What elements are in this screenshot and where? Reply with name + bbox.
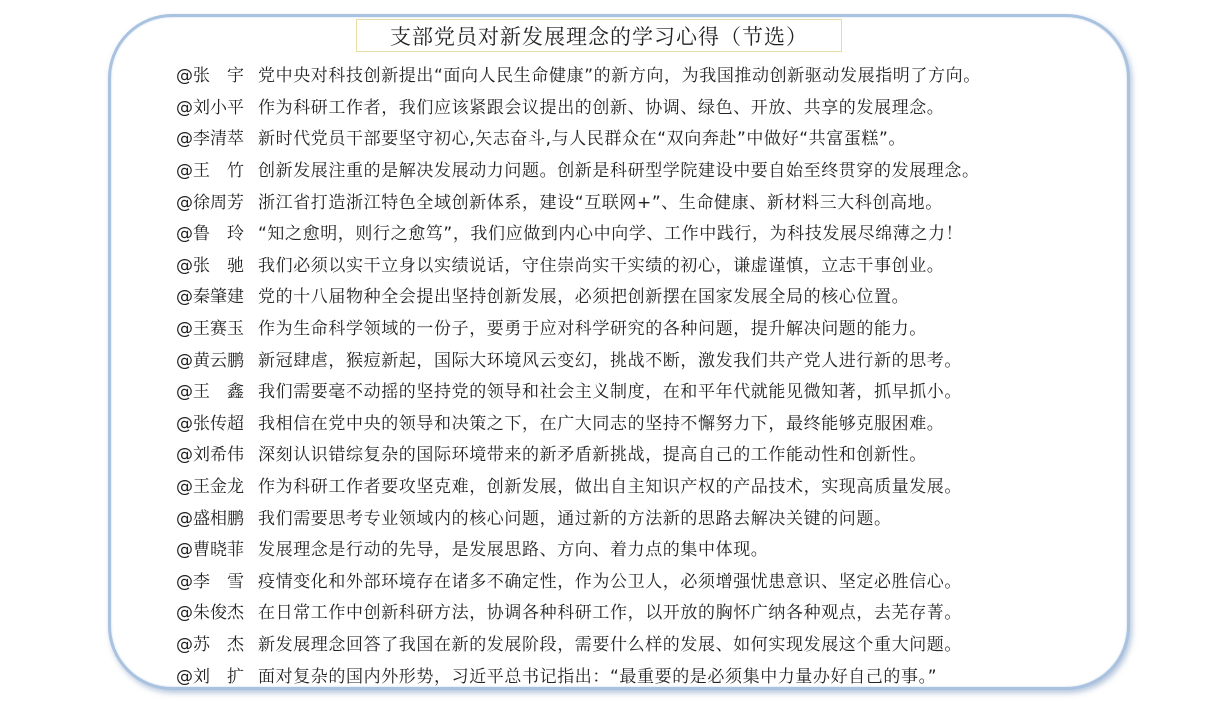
member-quote: 在日常工作中创新科研方法，协调各种科研工作，以开放的胸怀广纳各种观点，去芜存菁。 xyxy=(258,603,962,624)
list-item xyxy=(176,90,1106,122)
member-name: @盛相鹏 xyxy=(176,508,244,529)
list-item xyxy=(176,658,1106,690)
member-name: @张传超 xyxy=(176,413,244,434)
list-item xyxy=(176,184,1106,216)
member-name: @刘 扩 xyxy=(176,666,244,687)
member-name: @苏 杰 xyxy=(176,634,244,655)
list-item xyxy=(176,153,1106,185)
member-name: @秦肇建 xyxy=(176,287,244,308)
list-item xyxy=(176,216,1106,248)
list-item xyxy=(176,564,1106,596)
entries-list xyxy=(176,58,1106,690)
member-quote: 浙江省打造浙江特色全域创新体系，建设“互联网+”、生命健康、新材料三大科创高地。 xyxy=(258,192,943,213)
member-quote: 作为科研工作者，我们应该紧跟会议提出的创新、协调、绿色、开放、共享的发展理念。 xyxy=(258,97,945,118)
member-quote: 我相信在党中央的领导和决策之下，在广大同志的坚持不懈努力下，最终能够克服困难。 xyxy=(258,413,945,434)
member-quote: 面对复杂的国内外形势，习近平总书记指出：“最重要的是必须集中力量办好自己的事。” xyxy=(258,666,938,687)
member-quote: 发展理念是行动的先导，是发展思路、方向、着力点的集中体现。 xyxy=(258,540,769,561)
list-item xyxy=(176,374,1106,406)
member-quote: 深刻认识错综复杂的国际环境带来的新矛盾新挑战，提高自己的工作能动性和创新性。 xyxy=(258,445,927,466)
member-quote: 作为生命科学领域的一份子，要勇于应对科学研究的各种问题，提升解决问题的能力。 xyxy=(258,319,927,340)
member-quote: 我们必须以实干立身以实绩说话，守住崇尚实干实绩的初心，谦虚谨慎，立志干事创业。 xyxy=(258,255,945,276)
list-item xyxy=(176,342,1106,374)
list-item xyxy=(176,58,1106,90)
member-quote: 作为科研工作者要攻坚克难，创新发展，做出自主知识产权的产品技术，实现高质量发展。 xyxy=(258,477,962,498)
member-name: @王 竹 xyxy=(176,161,244,182)
member-name: @朱俊杰 xyxy=(176,603,244,624)
member-name: @曹晓菲 xyxy=(176,540,244,561)
list-item xyxy=(176,532,1106,564)
member-name: @王 鑫 xyxy=(176,382,244,403)
member-name: @徐周芳 xyxy=(176,192,244,213)
member-name: @张 宇 xyxy=(176,66,244,87)
member-name: @李 雪 xyxy=(176,571,244,592)
list-item xyxy=(176,248,1106,280)
member-quote: 新冠肆虐，猴痘新起，国际大环境风云变幻，挑战不断，激发我们共产党人进行新的思考。 xyxy=(258,350,962,371)
list-item xyxy=(176,437,1106,469)
page-title: 支部党员对新发展理念的学习心得（节选） xyxy=(356,19,842,52)
list-item xyxy=(176,406,1106,438)
member-quote: “知之愈明，则行之愈笃”，我们应做到内心中向学、工作中践行，为科技发展尽绵薄之力！ xyxy=(258,224,964,245)
member-name: @王金龙 xyxy=(176,477,244,498)
member-quote: 创新发展注重的是解决发展动力问题。创新是科研型学院建设中要自始至终贯穿的发展理念。 xyxy=(258,161,980,182)
member-name: @刘希伟 xyxy=(176,445,244,466)
list-item xyxy=(176,595,1106,627)
list-item xyxy=(176,279,1106,311)
member-quote: 党的十八届物种全会提出坚持创新发展，必须把创新摆在国家发展全局的核心位置。 xyxy=(258,287,910,308)
member-quote: 党中央对科技创新提出“面向人民生命健康”的新方向，为我国推动创新驱动发展指明了方向。 xyxy=(258,66,981,87)
member-quote: 新发展理念回答了我国在新的发展阶段，需要什么样的发展、如何实现发展这个重大问题。 xyxy=(258,634,962,655)
member-name: @刘小平 xyxy=(176,97,244,118)
member-name: @黄云鹏 xyxy=(176,350,244,371)
list-item xyxy=(176,500,1106,532)
member-quote: 我们需要思考专业领域内的核心问题，通过新的方法新的思路去解决关键的问题。 xyxy=(258,508,892,529)
list-item xyxy=(176,121,1106,153)
list-item xyxy=(176,627,1106,659)
member-name: @王赛玉 xyxy=(176,319,244,340)
member-name: @李清萃 xyxy=(176,129,244,150)
member-quote: 我们需要毫不动摇的坚持党的领导和社会主义制度，在和平年代就能见微知著，抓早抓小。 xyxy=(258,382,962,403)
list-item xyxy=(176,469,1106,501)
member-quote: 新时代党员干部要坚守初心,矢志奋斗,与人民群众在“双向奔赴”中做好“共富蛋糕”。 xyxy=(258,129,907,150)
member-quote: 疫情变化和外部环境存在诸多不确定性，作为公卫人，必须增强忧患意识、坚定必胜信心。 xyxy=(258,571,962,592)
member-name: @鲁 玲 xyxy=(176,224,244,245)
member-name: @张 驰 xyxy=(176,255,244,276)
list-item xyxy=(176,311,1106,343)
